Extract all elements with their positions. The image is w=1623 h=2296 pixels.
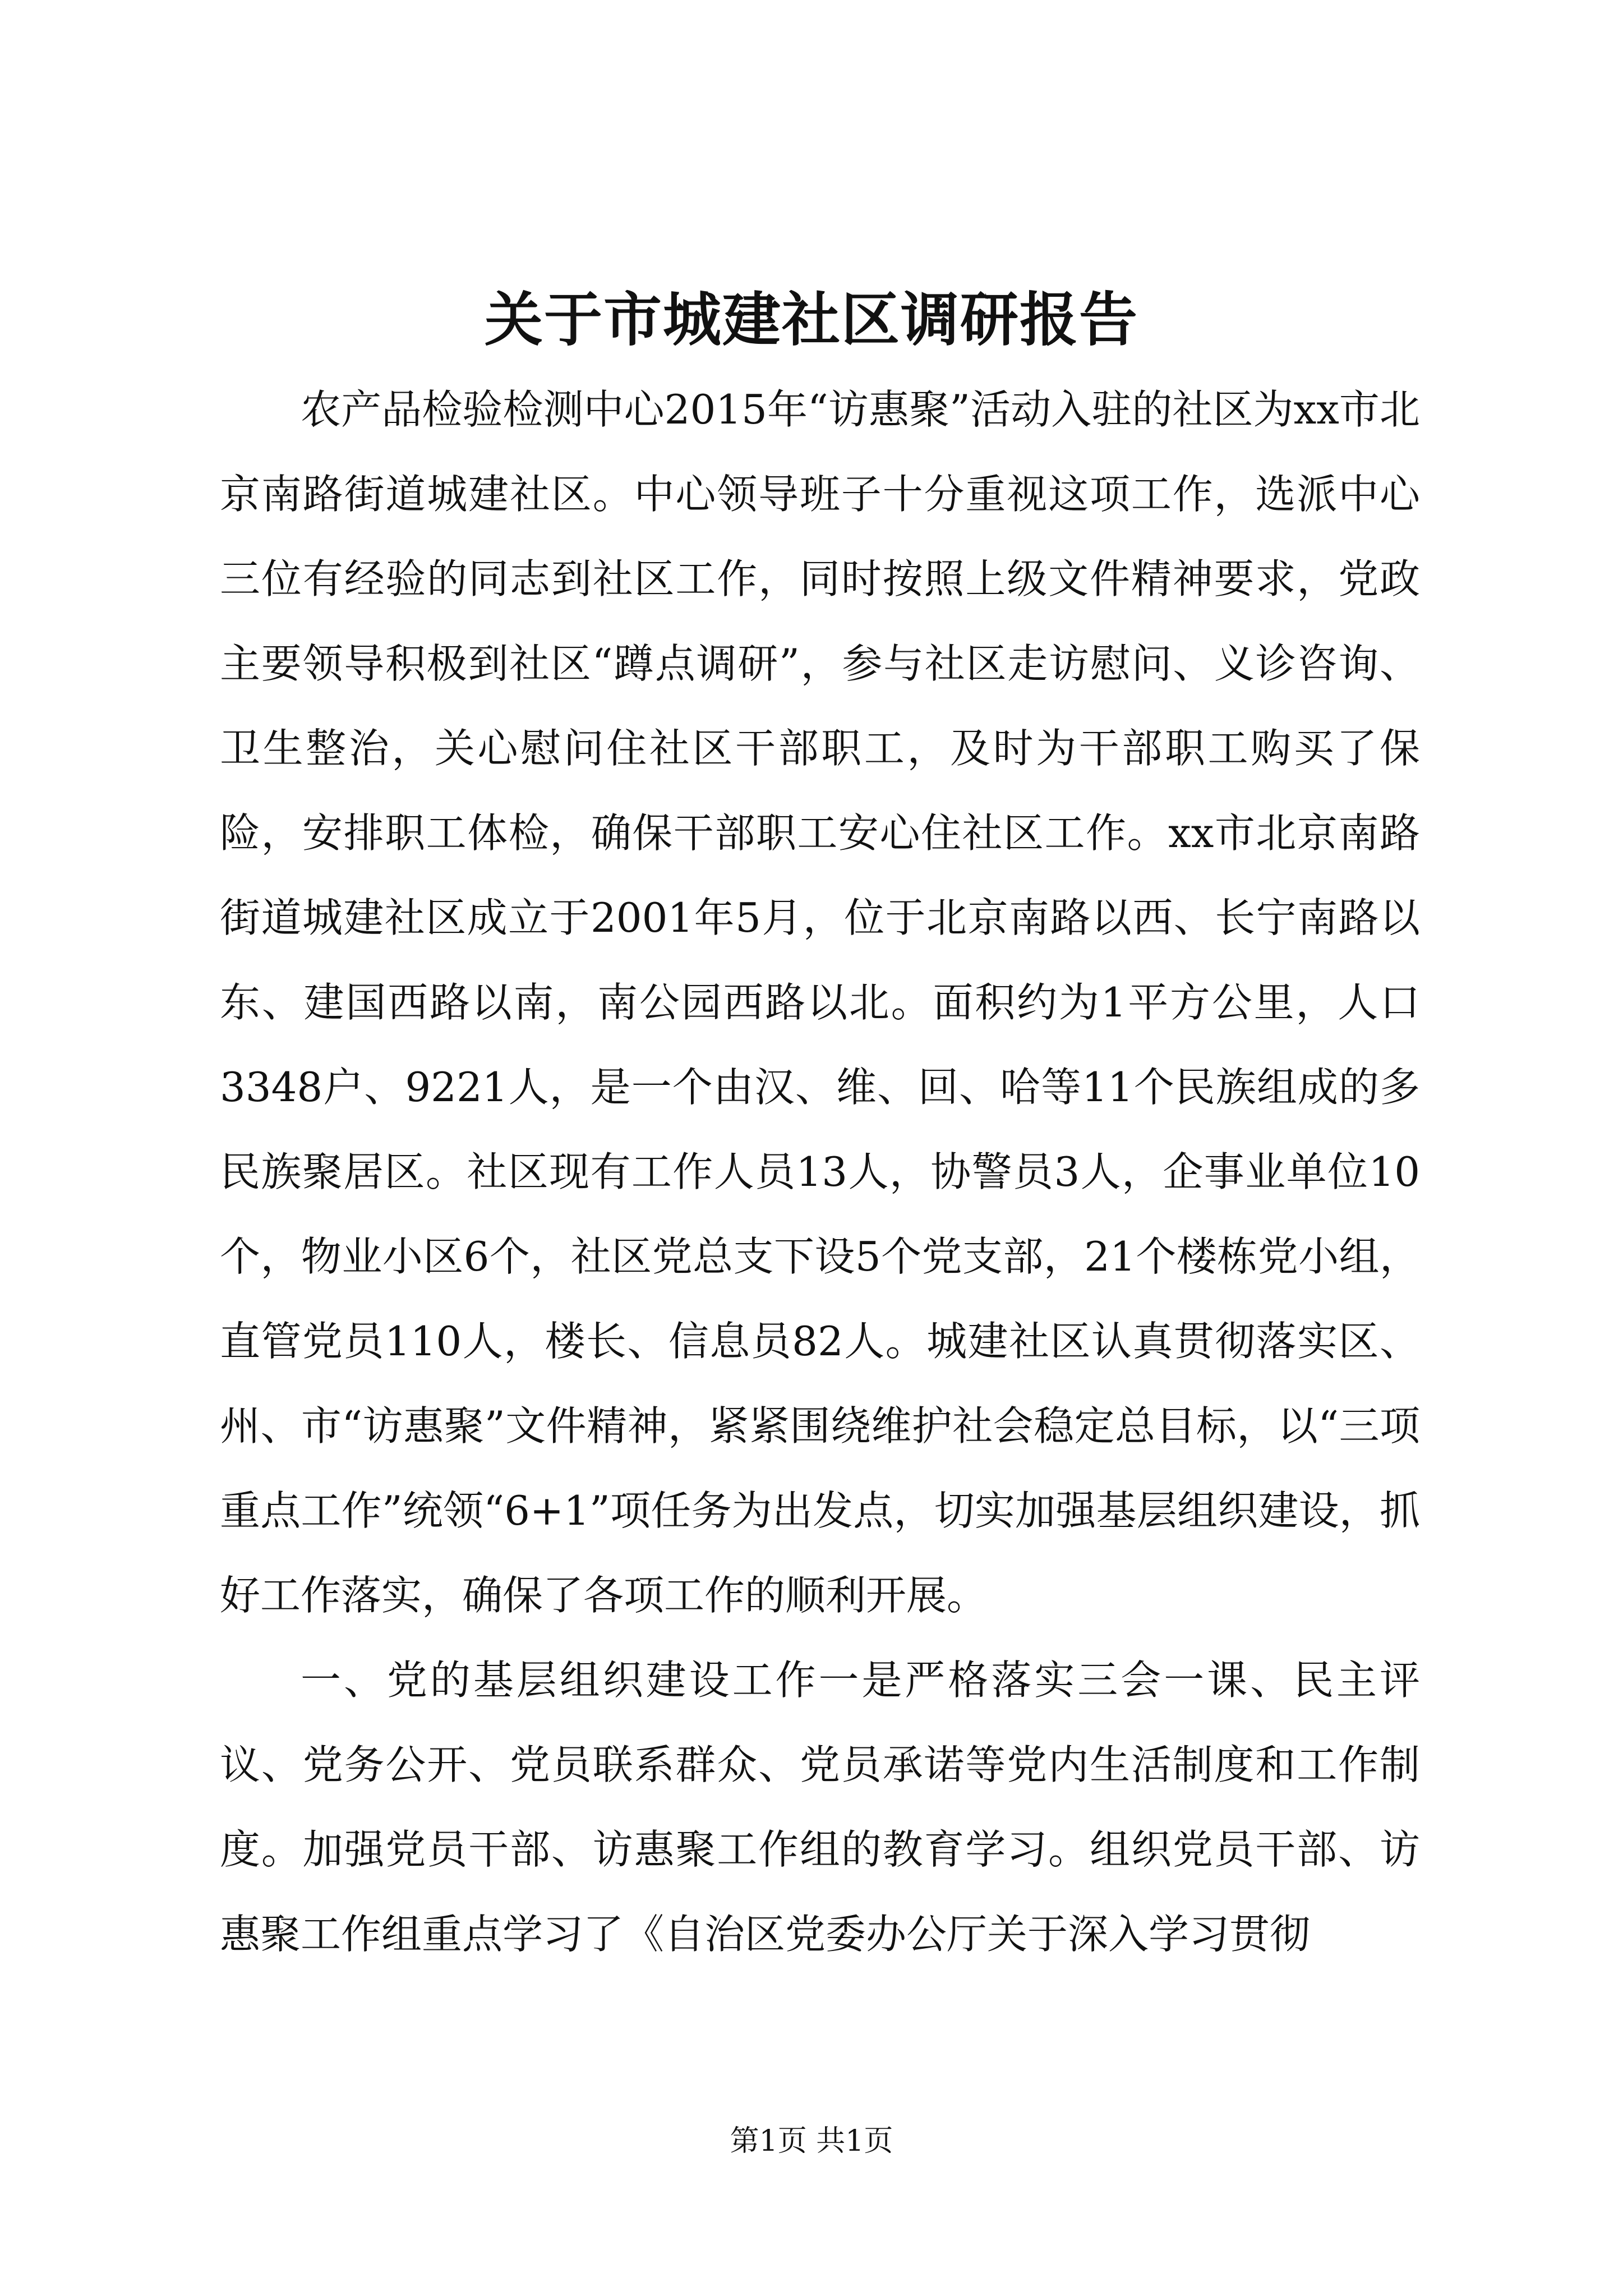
paragraph-intro: 农产品检验检测中心2015年“访惠聚”活动入驻的社区为xx市北京南路街道城建社区。中心领导班子十分重视这项工作，选派中心三位有经验的同志到社区工作，同时按照上级文件精神要求，党政主要领导积极到社区“蹲点调研”，参与社区走访慰问、义诊咨询、卫生整治，关心慰问住社区干部职工，及时为干部职工购买了保险，安排职工体检，确保干部职工安心住社区工作。xx市北京南路街道城建社区成立于2001年5月，位于北京南路以西、长宁南路以东、建国西路以南，南公园西路以北。面积约为1平方公里，人口3348户、9221人，是一个由汉、维、回、哈等11个民族组成的多民族聚居区。社区现有工作人员13人，协警员3人，企事业单位10个，物业小区6个，社区党总支下设5个党支部，21个楼栋党小组，直管党员110人，楼长、信息员82人。城建社区认真贯彻落实区、州、市“访惠聚”文件精神，紧紧围绕维护社会稳定总目标，以“三项重点工作”统领“6+1”项任务为出发点，切实加强基层组织建设，抓好工作落实，确保了各项工作的顺利开展。 [220,386,1420,1619]
page-footer: 第1页 共1页 [730,2124,893,2158]
document-title: 关于市城建社区调研报告 [484,285,1138,354]
paragraph-section-one: 一、党的基层组织建设工作一是严格落实三会一课、民主评议、党务公开、党员联系群众、党员承诺等党内生活制度和工作制度。加强党员干部、访惠聚工作组的教育学习。组织党员干部、访惠聚工作组重点学习了《自治区党委办公厅关于深入学习贯彻 [220,1657,1420,1958]
document-body [220,367,1420,1977]
